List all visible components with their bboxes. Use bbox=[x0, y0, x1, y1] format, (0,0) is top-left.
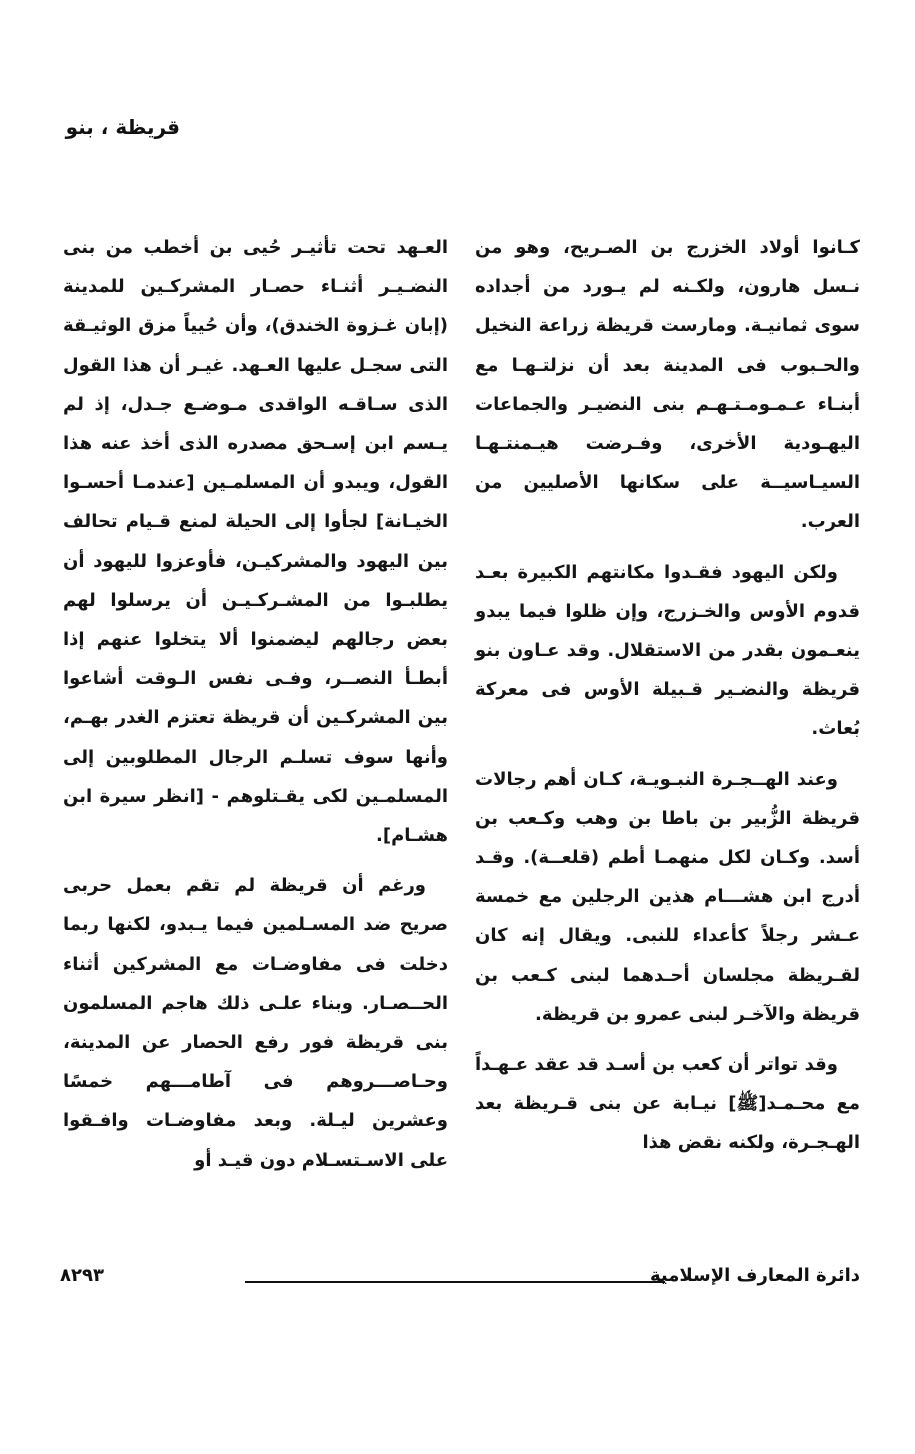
paragraph: وعند الهــجـرة النبـويـة، كـان أهم رجالات قريظة الزُّبير بن باطا بن وهب وكـعب بن أسد. وكـان لكل منهمـا أطم (قلعــة). وقـد أدرج ابن هشـــام هذين الرجلين مع خمسة عـشر رجلاً كأعداء للنبى. ويقال إنه كان لقـريظة مجلسان أحـدهما لبنى كـعب بن قريظة والآخـر لبنى عمرو بن قريظة. bbox=[475, 768, 860, 1025]
paragraph: ولكن اليهود فقـدوا مكانتهم الكبيرة بعـد قدوم الأوس والخـزرج، وإن ظلوا فيما يبدو ينعـمون بقدر من الاستقلال. وقد عـاون بنو قريظة والنضـير قـبيلة الأوس فى معركة بُعاث. bbox=[475, 561, 860, 740]
paragraph: ورغم أن قريظة لم تقم بعمل حربى صريح ضد المسـلمين فيما يـبدو، لكنها ربما دخلت فى مفاوضـات مع المشركين أثناء الحــصـار. وبناء علـى ذلك هاجم المسلمون بنى قريظة فور رفع الحصار عن المدينة، وحـاصـــروهم فى آطامـــهم خمسًا وعشرين ليـلة. وبعد مفاوضـات وافـقوا على الاسـتسـلام دون قيـد أو bbox=[63, 875, 448, 1171]
page-number: ٨٢٩٣ bbox=[60, 1265, 104, 1286]
page-footer bbox=[60, 1265, 860, 1295]
paragraph: كـانوا أولاد الخزرج بن الصـريح، وهو من نـسل هارون، ولكـنه لم يـورد من أجداده سوى ثمانيـة. ومارست قريظة زراعة النخيل والحـبوب فى المدينة بعد أن نزلتـهـا مع أبنـاء عـمـومـتـهـم بنى النضيـر والجماعات اليهـودية الأخرى، وفـرضت هيـمنتـهـا السيـاسيــة على سكانها الأصليين من العرب. bbox=[475, 237, 860, 533]
right-text-column bbox=[475, 228, 860, 1163]
running-head: قريظة ، بنو bbox=[65, 115, 180, 139]
footer-title: دائرة المعارف الإسلامية bbox=[649, 1265, 860, 1286]
left-text-column bbox=[63, 228, 448, 1180]
paragraph: وقد تواتر أن كعب بن أسـد قد عقد عـهـداً مع محـمـد[ﷺ] نيـابة عن بنى قـريظة بعد الهـجـرة، ولكنه نقض هذا bbox=[475, 1054, 860, 1154]
paragraph: العـهد تحت تأثيـر حُيى بن أخطب من بنى النضـيـر أثنـاء حصـار المشركـين للمدينة (إبان غـزوة الخندق)، وأن حُيياً مزق الوثيـقة التى سجـل عليها العـهد. غيـر أن هذا القول الذى سـاقـه الواقدى مـوضـع جـدل، إذ لم يـسم ابن إسـحق مصدره الذى أخذ عنه هذا القول، ويبدو أن المسلمـين [عندمـا أحسـوا الخيـانة] لجأوا إلى الحيلة لمنع قـيام تحالف بين اليهود والمشركيـن، فأوعزوا لليهود أن يطلبـوا من المشـركـيـن أن يرسلوا لهم بعض رجالهم ليضمنوا ألا يتخلوا عنهم إذا أبطـأ النصــر، وفـى نفس الـوقت أشاعوا بين المشركـين أن قريظة تعتزم الغدر بهـم، وأنها سوف تسلـم الرجال المطلوبين إلى المسلمـين لكى يقـتلوهم - [انظر سيرة ابن هشـام]. bbox=[63, 237, 448, 847]
footer-divider bbox=[245, 1281, 665, 1283]
